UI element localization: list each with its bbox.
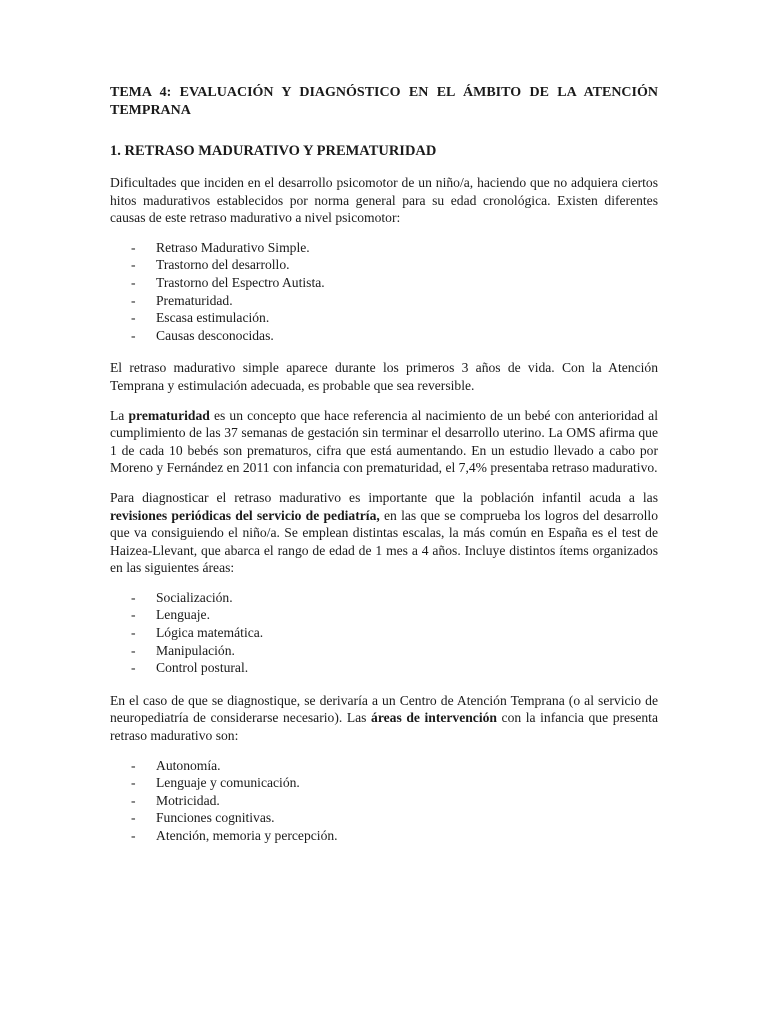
- list-item: [110, 827, 658, 845]
- list-item-text: Trastorno del Espectro Autista.: [156, 274, 325, 290]
- list-item-text: Atención, memoria y percepción.: [156, 828, 338, 843]
- intervention-areas-list: [110, 757, 658, 845]
- list-item: [110, 274, 658, 292]
- list-item-text: Escasa estimulación.: [156, 310, 270, 326]
- list-item-text: Retraso Madurativo Simple.: [156, 239, 310, 255]
- list-item-text: Manipulación.: [156, 642, 235, 658]
- list-item: [110, 327, 658, 345]
- paragraph-diagnosis-rest: en las que se comprueba los logros del desarrollo que va consiguiendo el niño/a. Se emplean distintas escalas, la más común en España es el test de Haizea-Llevant, que abarca el rango de edad de 1 mes a 4 años. Incluye distintos ítems organizados en las siguientes áreas:: [110, 507, 658, 576]
- dash-bullet: -: [131, 792, 136, 808]
- term-prematuridad: prematuridad: [128, 407, 210, 423]
- dash-bullet: -: [131, 607, 136, 623]
- dash-bullet: -: [131, 775, 136, 791]
- paragraph-referral-lead: En el caso de que se diagnostique, se derivaría a un Centro de Atención Temprana (o al servicio de neuropediatría de considerarse necesario). Las: [110, 692, 658, 726]
- dash-bullet: -: [131, 757, 136, 773]
- dash-bullet: -: [131, 828, 136, 843]
- list-item: [110, 239, 658, 257]
- list-item: [110, 606, 658, 624]
- list-item-text: Prematuridad.: [156, 292, 233, 308]
- list-item-text: Autonomía.: [156, 757, 221, 773]
- list-item: [110, 792, 658, 810]
- list-item: [110, 309, 658, 327]
- paragraph-prematurity-lead: La: [110, 407, 129, 423]
- paragraph-prematurity-rest: es un concepto que hace referencia al nacimiento de un bebé con anterioridad al cumplimiento de las 37 semanas de gestación sin terminar el desarrollo uterino. La OMS afirma que 1 de cada 10 bebés son prematuros, cifra que está aumentando. En un estudio llevado a cabo por Moreno y Fernández en 2011 con infancia con prematuridad, el 7,4% presentaba retraso madurativo.: [110, 407, 658, 476]
- list-item: [110, 292, 658, 310]
- dash-bullet: -: [131, 310, 136, 326]
- dash-bullet: -: [131, 327, 136, 343]
- list-item-text: Socialización.: [156, 589, 233, 605]
- paragraph-prematurity: [110, 407, 658, 477]
- dash-bullet: -: [131, 589, 136, 605]
- list-item-text: Lógica matemática.: [156, 625, 264, 641]
- dash-bullet: -: [131, 810, 136, 826]
- list-item: [110, 757, 658, 775]
- document-title: TEMA 4: EVALUACIÓN Y DIAGNÓSTICO EN EL ÁMBITO DE LA ATENCIÓN TEMPRANA: [110, 85, 658, 118]
- list-item: [110, 589, 658, 607]
- list-item: [110, 659, 658, 677]
- dash-bullet: -: [131, 292, 136, 308]
- paragraph-diagnosis-lead: Para diagnosticar el retraso madurativo es importante que la población infantil acuda a las: [110, 489, 658, 505]
- term-areas-intervencion: áreas de intervención: [371, 710, 497, 726]
- paragraph-intro: Dificultades que inciden en el desarrollo psicomotor de un niño/a, haciendo que no adquiera ciertos hitos madurativos establecidos por norma general para su edad cronológica. Existen diferentes causas de este retraso madurativo a nivel psicomotor:: [110, 175, 658, 226]
- paragraph-simple-delay: El retraso madurativo simple aparece durante los primeros 3 años de vida. Con la Atención Temprana y estimulación adecuada, es probable que sea reversible.: [110, 360, 658, 393]
- section-heading: 1. RETRASO MADURATIVO Y PREMATURIDAD: [110, 143, 437, 159]
- list-item: [110, 809, 658, 827]
- term-revisiones: revisiones periódicas del servicio de pediatría,: [110, 507, 380, 523]
- document-page: [110, 84, 658, 860]
- dash-bullet: -: [131, 642, 136, 658]
- list-item: [110, 624, 658, 642]
- paragraph-diagnosis: [110, 489, 658, 577]
- list-item: [110, 642, 658, 660]
- list-item-text: Control postural.: [156, 660, 249, 676]
- areas-list: [110, 589, 658, 677]
- dash-bullet: -: [131, 257, 136, 273]
- list-item-text: Lenguaje y comunicación.: [156, 775, 300, 791]
- list-item-text: Causas desconocidas.: [156, 327, 274, 343]
- list-item-text: Funciones cognitivas.: [156, 810, 275, 826]
- causes-list: [110, 239, 658, 345]
- list-item: [110, 774, 658, 792]
- list-item-text: Lenguaje.: [156, 607, 210, 623]
- list-item-text: Trastorno del desarrollo.: [156, 257, 290, 273]
- paragraph-referral-rest: con la infancia que presenta retraso madurativo son:: [110, 710, 658, 744]
- list-item: [110, 256, 658, 274]
- dash-bullet: -: [131, 625, 136, 641]
- dash-bullet: -: [131, 239, 136, 255]
- dash-bullet: -: [131, 660, 136, 676]
- list-item-text: Motricidad.: [156, 792, 220, 808]
- paragraph-referral: [110, 692, 658, 745]
- dash-bullet: -: [131, 274, 136, 290]
